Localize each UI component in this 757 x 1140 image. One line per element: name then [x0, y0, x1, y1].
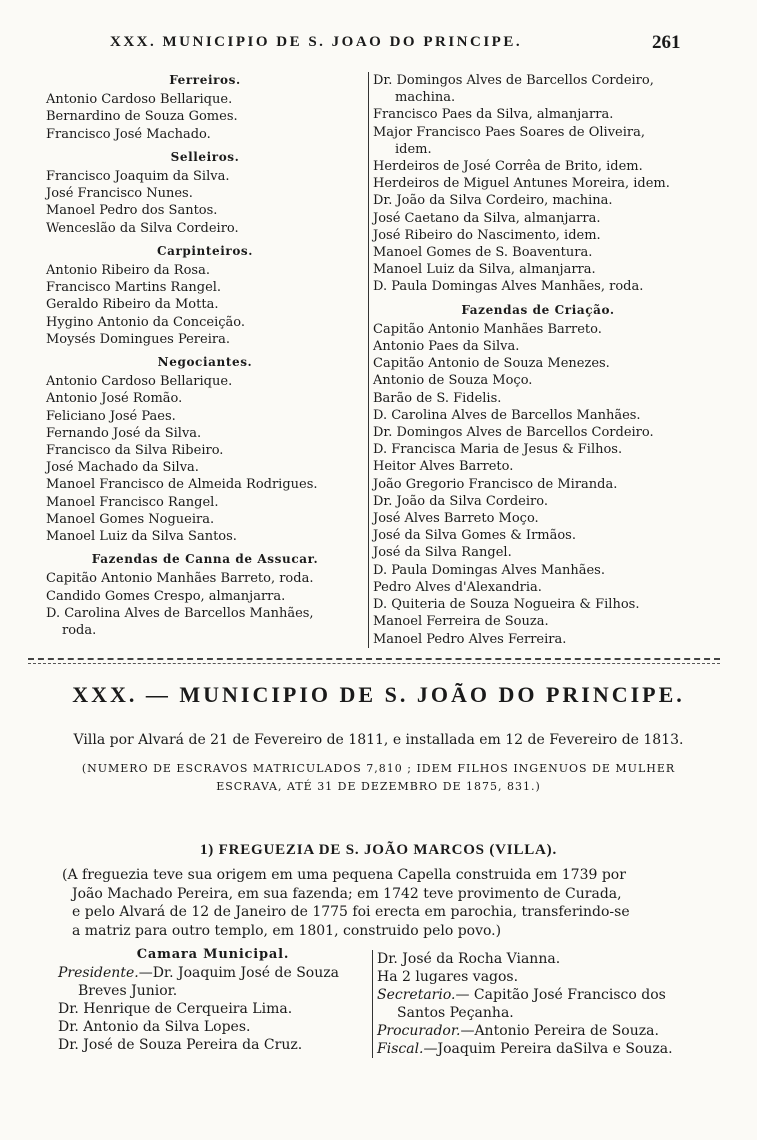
- divider-rule: [28, 663, 720, 664]
- member-entry: Ha 2 lugares vagos.: [377, 969, 519, 985]
- member-entry: Dr. José de Souza Pereira da Cruz.: [58, 1037, 303, 1053]
- list-item-continuation: Breves Junior.: [78, 983, 178, 999]
- list-item: José da Silva Gomes & Irmãos.: [373, 528, 576, 544]
- list-item: Manoel Ferreira de Souza.: [373, 614, 549, 630]
- list-item: Manoel Pedro dos Santos.: [46, 203, 218, 219]
- member-name: —Dr. Joaquim José de Souza: [138, 965, 339, 981]
- member-entry: Dr. José da Rocha Vianna.: [377, 951, 561, 967]
- list-item: Wenceslão da Silva Cordeiro.: [46, 220, 239, 236]
- list-item: D. Paula Domingas Alves Manhães, roda.: [373, 279, 644, 295]
- procurador-entry: [377, 1022, 707, 1040]
- list-item: D. Paula Domingas Alves Manhães.: [373, 562, 605, 578]
- list-item: Francisco Joaquim da Silva.: [46, 169, 230, 185]
- section-title-fazendas-criacao: Fazendas de Criação.: [461, 302, 615, 317]
- foundation-note: Villa por Alvará de 21 de Fevereiro de 1811, e installada em 12 de Fevereiro de 1813.: [73, 732, 684, 748]
- camara-right-column: [372, 950, 707, 1058]
- list-item: José Machado da Silva.: [46, 460, 199, 476]
- list-item: Herdeiros de José Corrêa de Brito, idem.: [373, 159, 643, 175]
- section-title-fazendas-canna: Fazendas de Canna de Assucar.: [91, 552, 319, 567]
- list-item: Moysés Domingues Pereira.: [46, 331, 230, 347]
- history-line: (A freguezia teve sua origem em uma pequena Capella construida em 1739 por: [62, 867, 626, 883]
- list-item: Bernardino de Souza Gomes.: [46, 109, 238, 125]
- list-item: José Francisco Nunes.: [46, 186, 193, 202]
- history-line: e pelo Alvará de 12 de Janeiro de 1775 foi erecta em parochia, transferindo-se: [72, 904, 630, 920]
- section-title-selleiros: Selleiros.: [170, 149, 240, 164]
- section-heading: XXX. — MUNICIPIO DE S. JOÃO DO PRINCIPE.: [72, 682, 685, 707]
- fiscal-entry: [377, 1040, 707, 1058]
- list-item: Geraldo Ribeiro da Motta.: [46, 297, 219, 313]
- camara-left-column: [58, 946, 368, 1054]
- list-item-continuation: Santos Peçanha.: [397, 1005, 514, 1021]
- list-item: Francisco da Silva Ribeiro.: [46, 443, 224, 459]
- member-name: — Capitão José Francisco dos: [455, 987, 666, 1003]
- list-item: Hygino Antonio da Conceição.: [46, 314, 246, 330]
- list-item: José da Silva Rangel.: [373, 545, 512, 561]
- history-line: João Machado Pereira, em sua fazenda; em 1742 teve provimento de Curada,: [72, 885, 622, 902]
- section-divider: [28, 658, 720, 667]
- list-item: Francisco José Machado.: [46, 126, 211, 142]
- list-item: Antonio José Romão.: [46, 391, 183, 407]
- list-item: Antonio Ribeiro da Rosa.: [46, 263, 210, 279]
- list-item: Pedro Alves d'Alexandria.: [373, 579, 542, 595]
- running-title: XXX. MUNICIPIO DE S. JOAO DO PRINCIPE.: [110, 34, 523, 50]
- history-line: a matriz para outro templo, em 1801, construido pelo povo.): [72, 922, 502, 939]
- list-item: Dr. João da Silva Cordeiro, machina.: [373, 193, 613, 209]
- section-title-carpinteiros: Carpinteiros.: [156, 243, 254, 258]
- list-item: Antonio de Souza Moço.: [373, 373, 533, 389]
- list-item: Manoel Gomes Nogueira.: [46, 511, 215, 527]
- list-item: Capitão Antonio Manhães Barreto.: [373, 321, 602, 337]
- list-item-continuation: machina.: [395, 90, 456, 106]
- list-item: Manoel Gomes de S. Boaventura.: [373, 245, 593, 261]
- role-label: Procurador.: [377, 1023, 461, 1039]
- list-item: Manoel Pedro Alves Ferreira.: [373, 631, 567, 647]
- list-item-continuation: roda.: [62, 623, 97, 639]
- list-item: Antonio Cardoso Bellarique.: [46, 92, 233, 108]
- left-column: [46, 72, 364, 639]
- list-item: Major Francisco Paes Soares de Oliveira,: [373, 124, 645, 140]
- list-item: Dr. Domingos Alves de Barcellos Cordeiro,: [373, 73, 654, 88]
- list-item: Manoel Francisco de Almeida Rodrigues.: [46, 477, 318, 493]
- list-item: Francisco Paes da Silva, almanjarra.: [373, 107, 614, 123]
- list-item: Manoel Luiz da Silva Santos.: [46, 529, 237, 545]
- secretario-entry: [377, 986, 707, 1004]
- list-item-continuation: idem.: [395, 141, 432, 157]
- list-item: Manoel Francisco Rangel.: [46, 494, 219, 510]
- role-label: Secretario.: [377, 987, 456, 1003]
- list-item: Fernando José da Silva.: [46, 425, 202, 441]
- list-item: José Caetano da Silva, almanjarra.: [373, 210, 601, 226]
- list-item: Dr. Domingos Alves de Barcellos Cordeiro.: [373, 425, 654, 441]
- list-item: José Ribeiro do Nascimento, idem.: [373, 227, 601, 243]
- list-item: Herdeiros de Miguel Antunes Moreira, idem.: [373, 176, 670, 192]
- list-item: Candido Gomes Crespo, almanjarra.: [46, 588, 286, 604]
- member-name: —Antonio Pereira de Souza.: [460, 1023, 659, 1039]
- freguezia-heading: 1) FREGUEZIA DE S. JOÃO MARCOS (VILLA).: [199, 842, 558, 858]
- freguezia-history: [62, 866, 702, 940]
- census-line: (NUMERO DE ESCRAVOS MATRICULADOS 7,810 ; IDEM FILHOS INGENUOS DE MULHER: [81, 762, 676, 775]
- section-title-negociantes: Negociantes.: [157, 355, 253, 370]
- role-label: Presidente.: [58, 965, 139, 981]
- list-item: Dr. João da Silva Cordeiro.: [373, 493, 548, 509]
- camara-heading: Camara Municipal.: [136, 947, 290, 962]
- list-item: Antonio Cardoso Bellarique.: [46, 374, 233, 390]
- list-item: Barão de S. Fidelis.: [373, 390, 502, 406]
- member-name: —Joaquim Pereira daSilva e Souza.: [423, 1041, 673, 1057]
- list-item: Heitor Alves Barreto.: [373, 459, 514, 475]
- list-item: Francisco Martins Rangel.: [46, 280, 222, 296]
- page-number: 261: [652, 32, 681, 53]
- list-item: D. Carolina Alves de Barcellos Manhães.: [373, 407, 641, 423]
- section-title-ferreiros: Ferreiros.: [169, 73, 241, 87]
- divider-rule: [28, 658, 720, 660]
- list-item: D. Carolina Alves de Barcellos Manhães,: [46, 605, 314, 621]
- list-item: D. Quiteria de Souza Nogueira & Filhos.: [373, 597, 640, 613]
- census-note: [0, 760, 757, 796]
- role-label: Fiscal.: [377, 1041, 424, 1057]
- list-item: Manoel Luiz da Silva, almanjarra.: [373, 262, 596, 278]
- list-item: D. Francisca Maria de Jesus & Filhos.: [373, 442, 623, 458]
- member-entry: Dr. Antonio da Silva Lopes.: [58, 1019, 251, 1035]
- list-item: Antonio Paes da Silva.: [373, 339, 520, 355]
- member-entry: Dr. Henrique de Cerqueira Lima.: [58, 1001, 293, 1017]
- list-item: Feliciano José Paes.: [46, 408, 176, 424]
- presidente-entry: [58, 964, 368, 982]
- list-item: Capitão Antonio Manhães Barreto, roda.: [46, 571, 314, 587]
- list-item: José Alves Barreto Moço.: [373, 511, 539, 527]
- census-line: ESCRAVA, ATÉ 31 DE DEZEMBRO DE 1875, 831.): [216, 780, 541, 793]
- list-item: João Gregorio Francisco de Miranda.: [373, 476, 618, 492]
- list-item: Capitão Antonio de Souza Menezes.: [373, 356, 610, 372]
- right-column: [368, 72, 703, 648]
